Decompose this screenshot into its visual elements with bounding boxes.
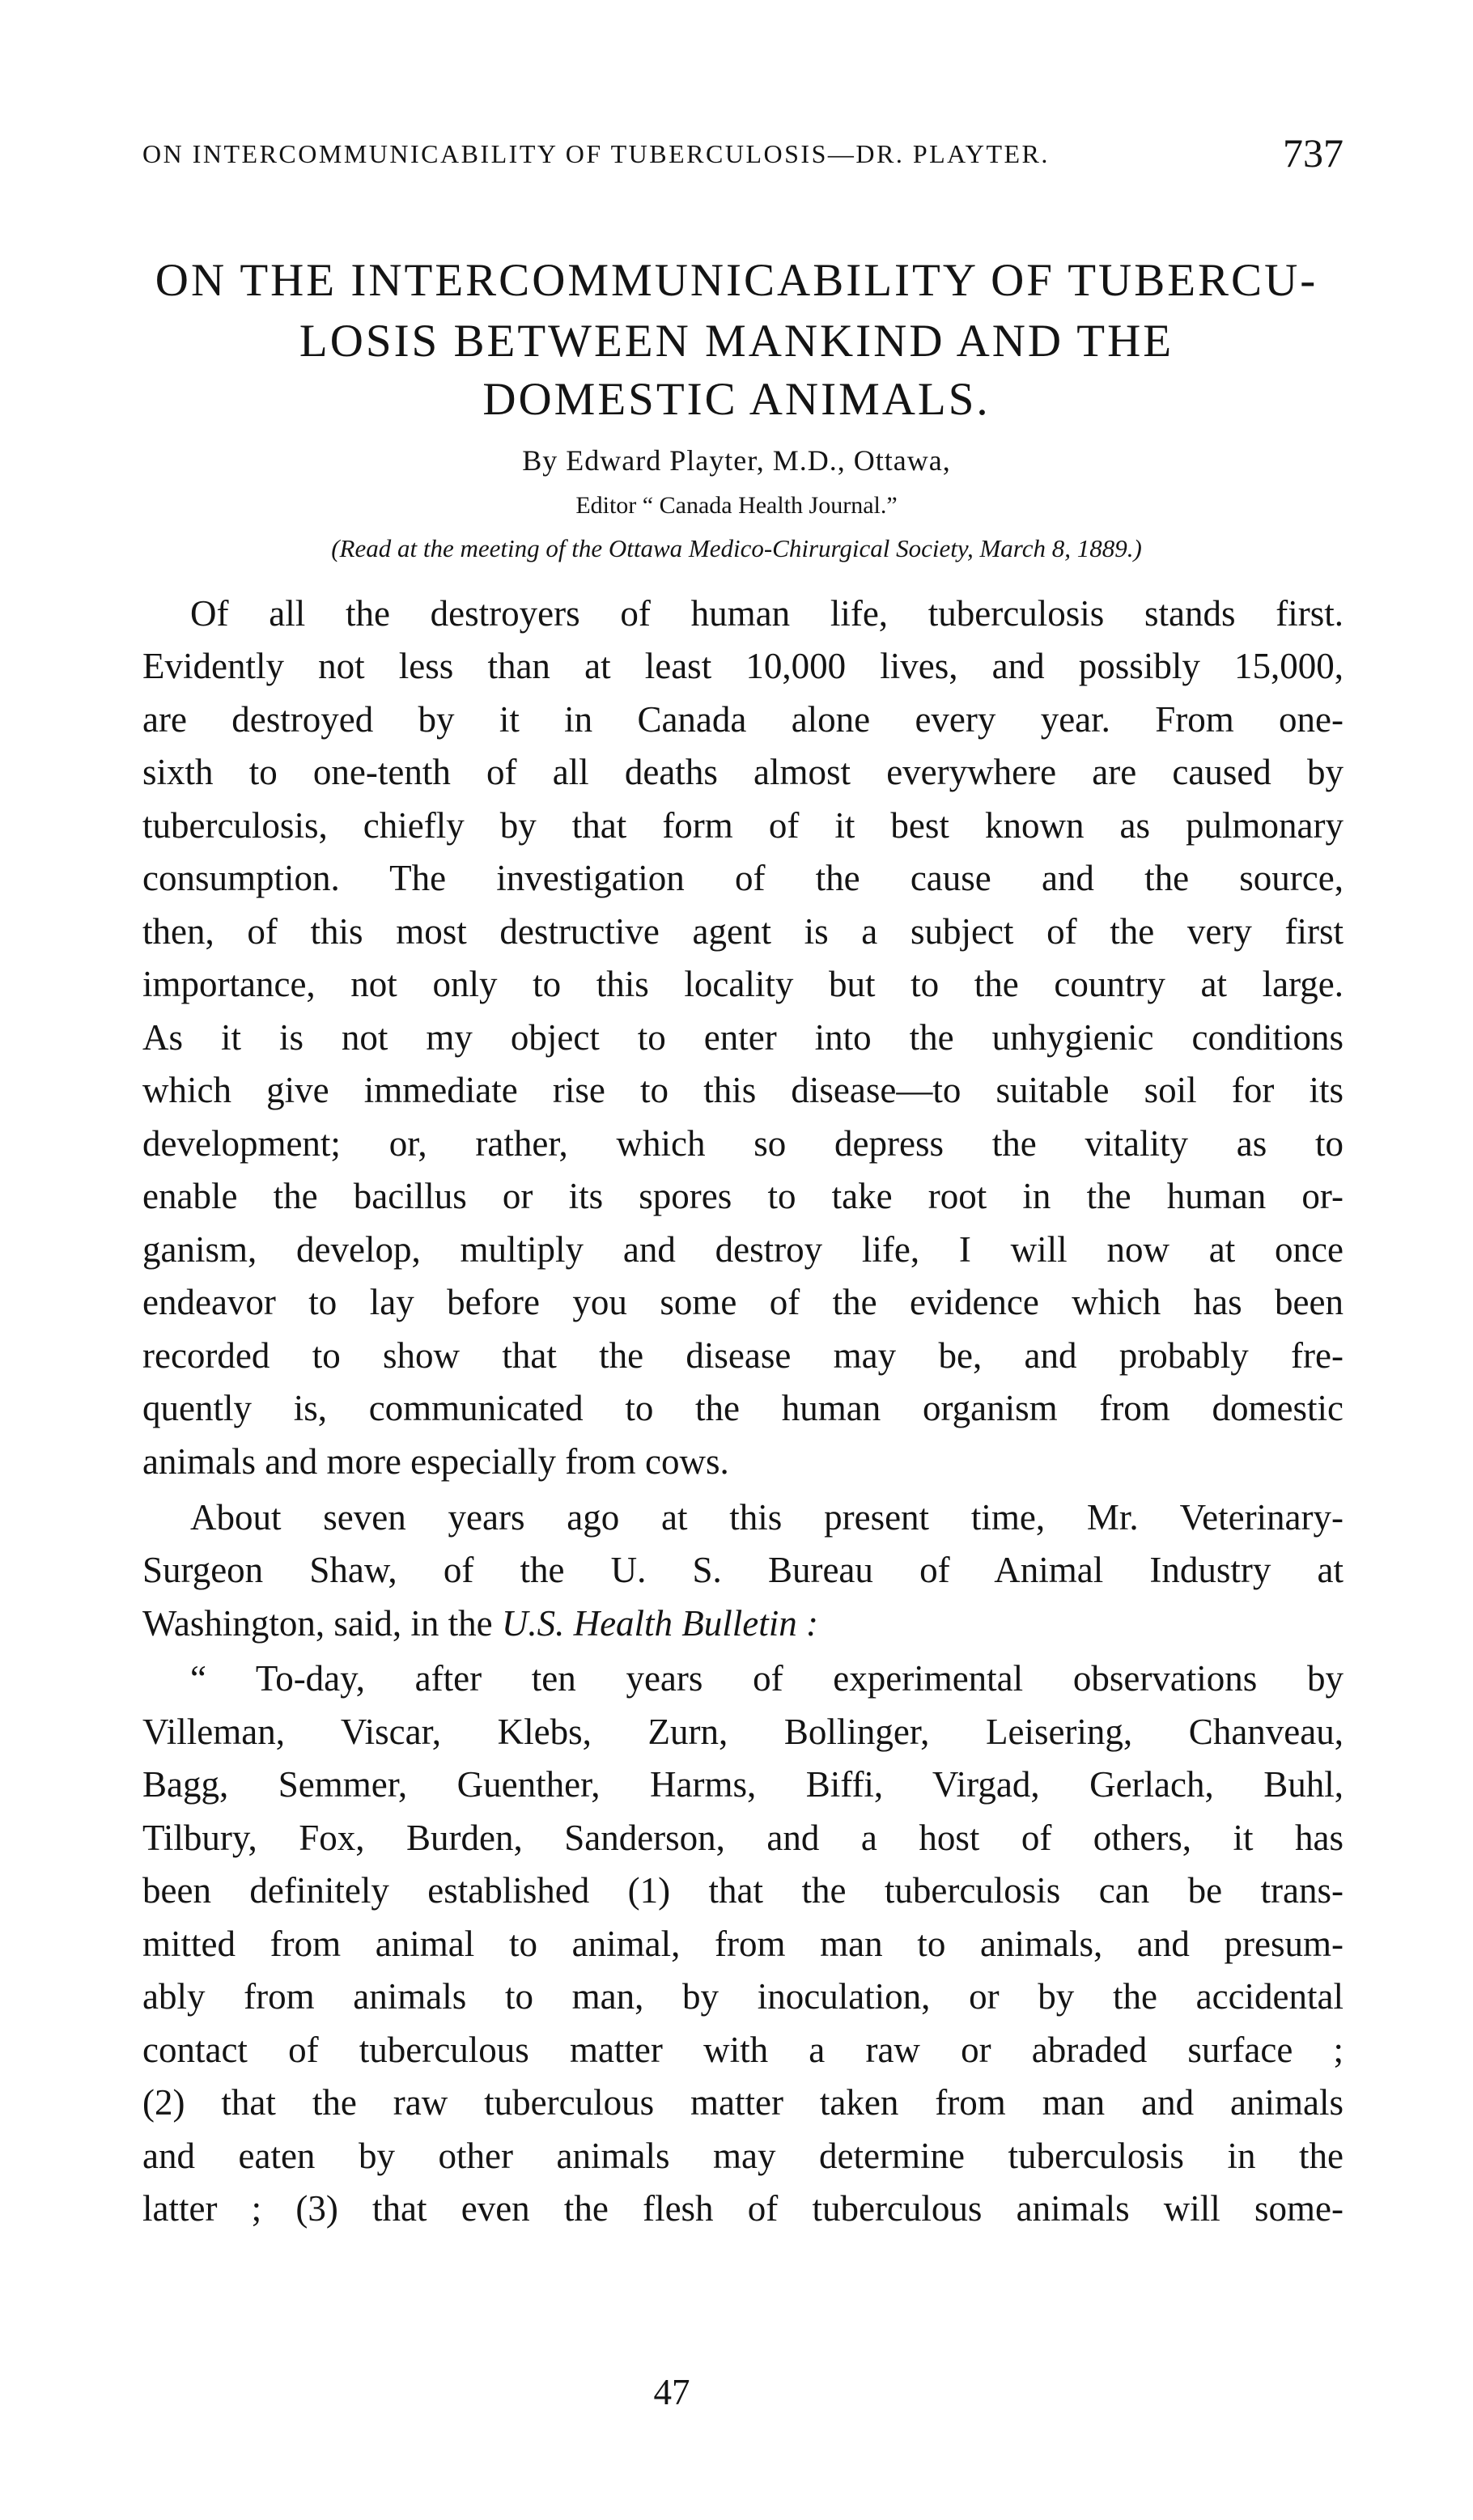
quote-line: Villeman, Viscar, Klebs, Zurn, Bollinger, Leisering, Chanveau,	[142, 1712, 1344, 1752]
body-line: development; or, rather, which so depress the vitality as to	[142, 1123, 1344, 1164]
quote-line: been definitely established (1) that the tuberculosis can be trans-	[142, 1870, 1344, 1911]
article-title-line-1: ON THE INTERCOMMUNICABILITY OF TUBERCU-	[155, 255, 1318, 306]
body-line: tuberculosis, chiefly by that form of it best known as pulmonary	[142, 805, 1344, 846]
body-line: animals and more especially from cows.	[142, 1441, 729, 1482]
read-note: (Read at the meeting of the Ottawa Medico-Chirurgical Society, March 8, 1889.)	[331, 534, 1142, 562]
body-line-text: Washington, said, in the	[142, 1603, 502, 1644]
page-number: 737	[1283, 130, 1344, 176]
quote-line: mitted from animal to animal, from man to animals, and presum-	[142, 1924, 1344, 1964]
body-line: then, of this most destructive agent is a subject of the very first	[142, 911, 1344, 952]
body-line: As it is not my object to enter into the unhygienic conditions	[142, 1017, 1344, 1058]
body-line: consumption. The investigation of the cause and the source,	[142, 858, 1344, 898]
body-line: ganism, develop, multiply and destroy life, I will now at once	[142, 1229, 1344, 1270]
body-line: endeavor to lay before you some of the evidence which has been	[142, 1282, 1344, 1322]
body-line: are destroyed by it in Canada alone every year. From one-	[142, 699, 1344, 740]
quote-line: latter ; (3) that even the flesh of tuberculous animals will some-	[142, 2188, 1344, 2229]
body-line: Surgeon Shaw, of the U. S. Bureau of Animal Industry at	[142, 1550, 1344, 1590]
body-line: which give immediate rise to this disease—to suitable soil for its	[142, 1070, 1344, 1110]
quote-line: contact of tuberculous matter with a raw or abraded surface ;	[142, 2030, 1344, 2070]
running-head	[142, 130, 1344, 196]
author-byline: By Edward Playter, M.D., Ottawa,	[522, 444, 951, 477]
body-line: recorded to show that the disease may be, and probably fre-	[142, 1335, 1344, 1376]
body-line: sixth to one-tenth of all deaths almost everywhere are caused by	[142, 752, 1344, 792]
article-title-line-3: DOMESTIC ANIMALS.	[482, 374, 991, 425]
quote-line: and eaten by other animals may determine tuberculosis in the	[142, 2136, 1344, 2176]
body-line: importance, not only to this locality but to the country at large.	[142, 964, 1344, 1004]
quote-line: ably from animals to man, by inoculation, or by the accidental	[142, 1976, 1344, 2017]
body-line: About seven years ago at this present time, Mr. Veterinary-	[190, 1497, 1344, 1538]
quote-line: Tilbury, Fox, Burden, Sanderson, and a host of others, it has	[142, 1818, 1344, 1858]
running-head-text: ON INTERCOMMUNICABILITY OF TUBERCULOSIS—DR. PLAYTER.	[142, 139, 1050, 168]
quote-line: “ To-day, after ten years of experimental observations by	[190, 1658, 1344, 1699]
editor-line: Editor “ Canada Health Journal.”	[575, 492, 898, 519]
signature-mark: 47	[653, 2372, 690, 2412]
body-line: Evidently not less than at least 10,000 lives, and possibly 15,000,	[142, 646, 1344, 686]
body-line: Of all the destroyers of human life, tuberculosis stands first.	[190, 593, 1344, 634]
quote-line: Bagg, Semmer, Guenther, Harms, Biffi, Virgad, Gerlach, Buhl,	[142, 1764, 1344, 1805]
bulletin-title: U.S. Health Bulletin :	[501, 1603, 819, 1644]
quote-line: (2) that the raw tuberculous matter taken from man and animals	[142, 2082, 1344, 2123]
body-line	[142, 1599, 1344, 1648]
body-line: enable the bacillus or its spores to take root in the human or-	[142, 1176, 1344, 1216]
body-line: quently is, communicated to the human organism from domestic	[142, 1388, 1344, 1428]
article-title-line-2: LOSIS BETWEEN MANKIND AND THE	[299, 316, 1174, 367]
